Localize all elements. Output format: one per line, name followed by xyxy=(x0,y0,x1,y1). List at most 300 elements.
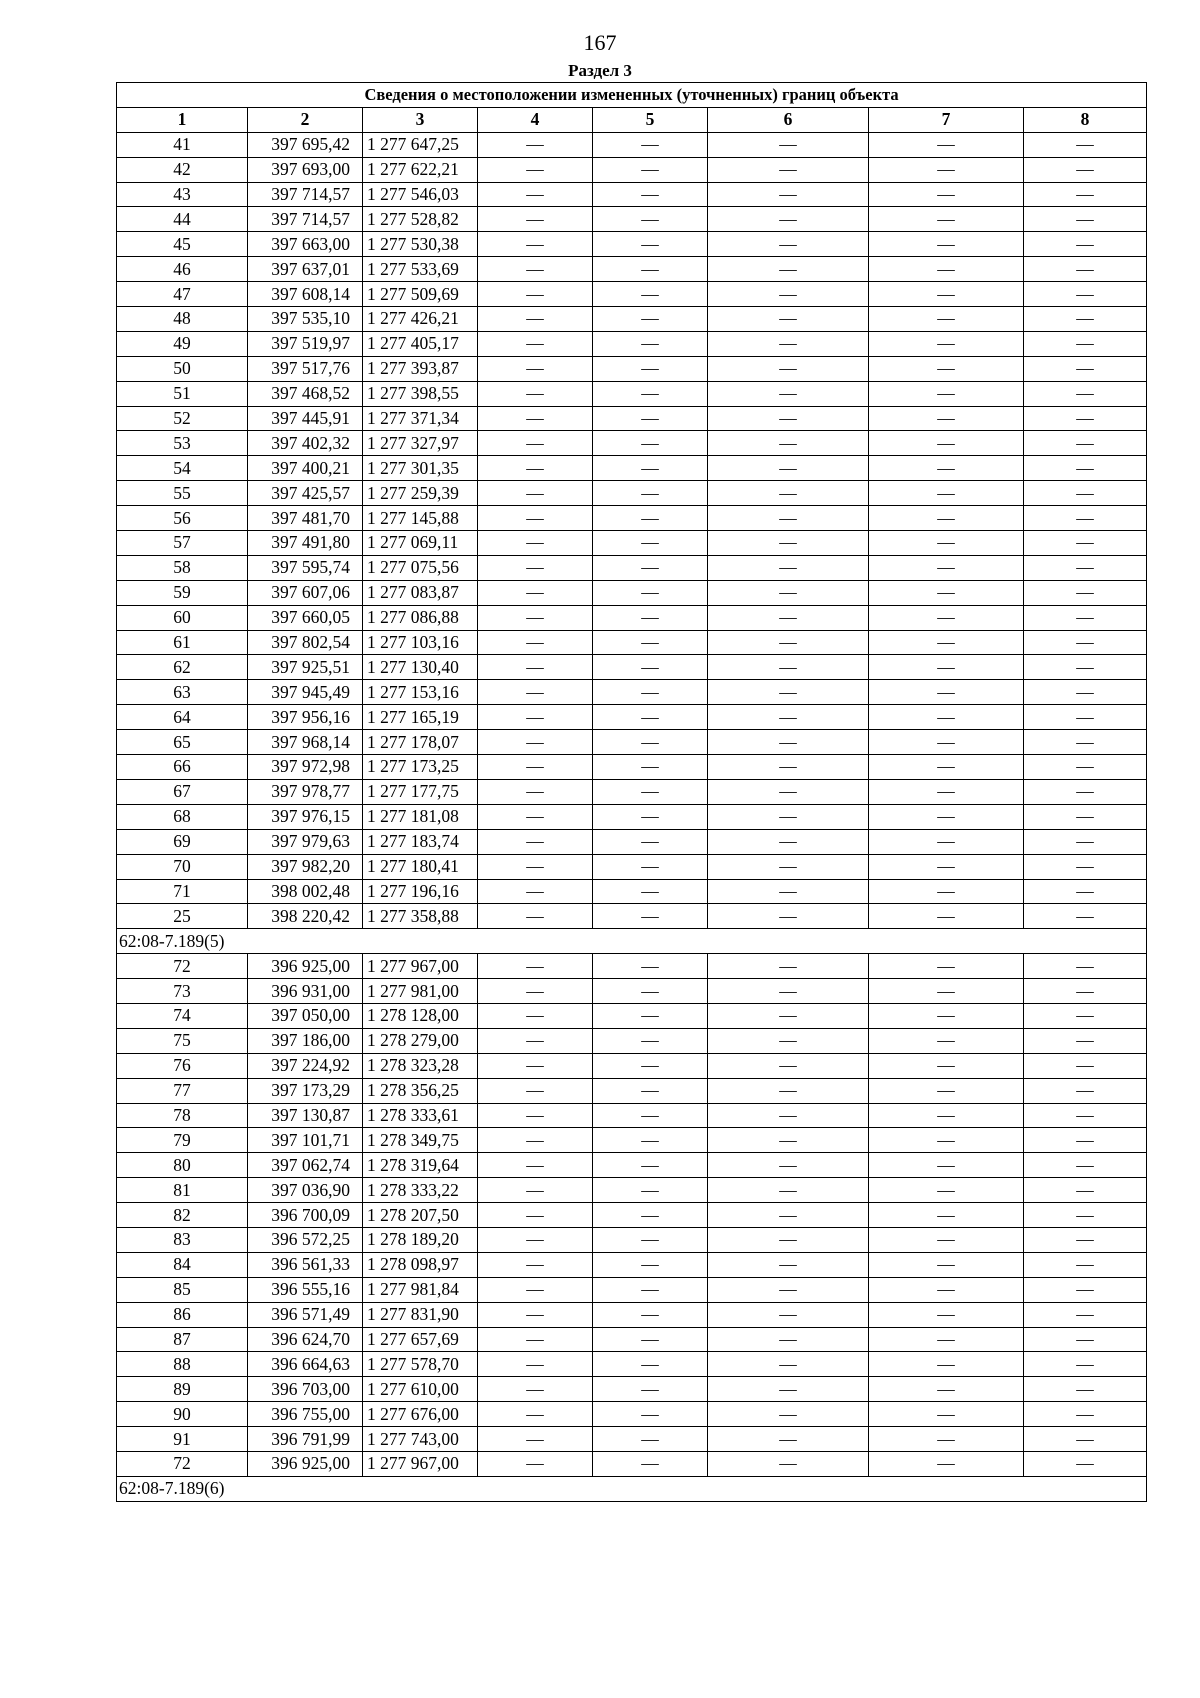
column-header: 1 xyxy=(117,107,248,132)
dash-cell: — xyxy=(593,1451,708,1476)
x-coordinate-cell: 397 663,00 xyxy=(248,232,363,257)
table-row xyxy=(117,506,1147,531)
dash-cell: — xyxy=(1024,157,1147,182)
dash-cell: — xyxy=(1024,779,1147,804)
x-coordinate-cell: 397 173,29 xyxy=(248,1078,363,1103)
x-coordinate-cell: 397 695,42 xyxy=(248,132,363,157)
dash-cell: — xyxy=(1024,904,1147,929)
y-coordinate-cell: 1 278 128,00 xyxy=(363,1003,478,1028)
y-coordinate-cell: 1 277 327,97 xyxy=(363,431,478,456)
table-row xyxy=(117,1203,1147,1228)
y-coordinate-cell: 1 277 981,00 xyxy=(363,979,478,1004)
y-coordinate-cell: 1 277 610,00 xyxy=(363,1377,478,1402)
y-coordinate-cell: 1 277 069,11 xyxy=(363,531,478,556)
dash-cell: — xyxy=(1024,1377,1147,1402)
point-number-cell: 69 xyxy=(117,829,248,854)
dash-cell: — xyxy=(708,1028,869,1053)
dash-cell: — xyxy=(593,232,708,257)
table-row xyxy=(117,1128,1147,1153)
dash-cell: — xyxy=(1024,381,1147,406)
x-coordinate-cell: 397 491,80 xyxy=(248,531,363,556)
dash-cell: — xyxy=(478,506,593,531)
dash-cell: — xyxy=(478,1128,593,1153)
dash-cell: — xyxy=(869,904,1024,929)
dash-cell: — xyxy=(708,1252,869,1277)
dash-cell: — xyxy=(708,705,869,730)
dash-cell: — xyxy=(708,1227,869,1252)
dash-cell: — xyxy=(708,1327,869,1352)
dash-cell: — xyxy=(869,1153,1024,1178)
y-coordinate-cell: 1 277 371,34 xyxy=(363,406,478,431)
y-coordinate-cell: 1 277 358,88 xyxy=(363,904,478,929)
y-coordinate-cell: 1 277 981,84 xyxy=(363,1277,478,1302)
dash-cell: — xyxy=(593,580,708,605)
y-coordinate-cell: 1 278 319,64 xyxy=(363,1153,478,1178)
dash-cell: — xyxy=(478,655,593,680)
y-coordinate-cell: 1 277 086,88 xyxy=(363,605,478,630)
table-row xyxy=(117,481,1147,506)
dash-cell: — xyxy=(708,804,869,829)
y-coordinate-cell: 1 277 967,00 xyxy=(363,954,478,979)
table-row xyxy=(117,307,1147,332)
dash-cell: — xyxy=(708,506,869,531)
x-coordinate-cell: 397 402,32 xyxy=(248,431,363,456)
table-row xyxy=(117,1277,1147,1302)
dash-cell: — xyxy=(869,804,1024,829)
dash-cell: — xyxy=(593,705,708,730)
y-coordinate-cell: 1 278 333,61 xyxy=(363,1103,478,1128)
dash-cell: — xyxy=(708,580,869,605)
table-row xyxy=(117,331,1147,356)
dash-cell: — xyxy=(478,1078,593,1103)
point-number-cell: 72 xyxy=(117,954,248,979)
x-coordinate-cell: 397 925,51 xyxy=(248,655,363,680)
x-coordinate-cell: 397 050,00 xyxy=(248,1003,363,1028)
dash-cell: — xyxy=(478,1451,593,1476)
point-number-cell: 72 xyxy=(117,1451,248,1476)
point-number-cell: 49 xyxy=(117,331,248,356)
point-number-cell: 81 xyxy=(117,1178,248,1203)
y-coordinate-cell: 1 277 153,16 xyxy=(363,680,478,705)
dash-cell: — xyxy=(478,1402,593,1427)
x-coordinate-cell: 397 400,21 xyxy=(248,456,363,481)
dash-cell: — xyxy=(869,307,1024,332)
dash-cell: — xyxy=(1024,1451,1147,1476)
dash-cell: — xyxy=(478,406,593,431)
dash-cell: — xyxy=(869,630,1024,655)
dash-cell: — xyxy=(478,1178,593,1203)
table-row xyxy=(117,257,1147,282)
table-row xyxy=(117,1252,1147,1277)
x-coordinate-cell: 397 481,70 xyxy=(248,506,363,531)
y-coordinate-cell: 1 277 130,40 xyxy=(363,655,478,680)
dash-cell: — xyxy=(708,1277,869,1302)
dash-cell: — xyxy=(708,680,869,705)
dash-cell: — xyxy=(478,829,593,854)
point-number-cell: 54 xyxy=(117,456,248,481)
x-coordinate-cell: 397 979,63 xyxy=(248,829,363,854)
dash-cell: — xyxy=(708,1203,869,1228)
dash-cell: — xyxy=(869,730,1024,755)
dash-cell: — xyxy=(1024,1028,1147,1053)
table-row xyxy=(117,705,1147,730)
dash-cell: — xyxy=(708,630,869,655)
table-row xyxy=(117,1003,1147,1028)
point-number-cell: 73 xyxy=(117,979,248,1004)
table-row xyxy=(117,531,1147,556)
dash-cell: — xyxy=(708,182,869,207)
dash-cell: — xyxy=(1024,282,1147,307)
dash-cell: — xyxy=(869,331,1024,356)
dash-cell: — xyxy=(1024,1327,1147,1352)
x-coordinate-cell: 397 468,52 xyxy=(248,381,363,406)
point-number-cell: 47 xyxy=(117,282,248,307)
dash-cell: — xyxy=(869,1302,1024,1327)
dash-cell: — xyxy=(478,1252,593,1277)
dash-cell: — xyxy=(869,1252,1024,1277)
y-coordinate-cell: 1 278 356,25 xyxy=(363,1078,478,1103)
dash-cell: — xyxy=(869,1327,1024,1352)
x-coordinate-cell: 396 755,00 xyxy=(248,1402,363,1427)
dash-cell: — xyxy=(1024,1277,1147,1302)
point-number-cell: 67 xyxy=(117,779,248,804)
header-row xyxy=(117,107,1147,132)
dash-cell: — xyxy=(593,1377,708,1402)
dash-cell: — xyxy=(708,282,869,307)
x-coordinate-cell: 398 002,48 xyxy=(248,879,363,904)
dash-cell: — xyxy=(478,331,593,356)
y-coordinate-cell: 1 278 349,75 xyxy=(363,1128,478,1153)
y-coordinate-cell: 1 277 831,90 xyxy=(363,1302,478,1327)
point-number-cell: 55 xyxy=(117,481,248,506)
dash-cell: — xyxy=(708,1003,869,1028)
dash-cell: — xyxy=(708,406,869,431)
dash-cell: — xyxy=(593,755,708,780)
dash-cell: — xyxy=(708,655,869,680)
dash-cell: — xyxy=(869,157,1024,182)
dash-cell: — xyxy=(593,904,708,929)
dash-cell: — xyxy=(708,1427,869,1452)
point-number-cell: 88 xyxy=(117,1352,248,1377)
dash-cell: — xyxy=(1024,1227,1147,1252)
dash-cell: — xyxy=(869,954,1024,979)
dash-cell: — xyxy=(708,207,869,232)
point-number-cell: 91 xyxy=(117,1427,248,1452)
y-coordinate-cell: 1 277 676,00 xyxy=(363,1402,478,1427)
x-coordinate-cell: 397 714,57 xyxy=(248,207,363,232)
dash-cell: — xyxy=(478,282,593,307)
point-number-cell: 58 xyxy=(117,555,248,580)
dash-cell: — xyxy=(869,506,1024,531)
x-coordinate-cell: 397 036,90 xyxy=(248,1178,363,1203)
dash-cell: — xyxy=(1024,1103,1147,1128)
dash-cell: — xyxy=(1024,132,1147,157)
x-coordinate-cell: 397 802,54 xyxy=(248,630,363,655)
dash-cell: — xyxy=(593,431,708,456)
y-coordinate-cell: 1 277 301,35 xyxy=(363,456,478,481)
dash-cell: — xyxy=(593,531,708,556)
dash-cell: — xyxy=(478,1203,593,1228)
dash-cell: — xyxy=(478,954,593,979)
dash-cell: — xyxy=(478,979,593,1004)
column-header: 3 xyxy=(363,107,478,132)
point-number-cell: 64 xyxy=(117,705,248,730)
dash-cell: — xyxy=(869,1078,1024,1103)
dash-cell: — xyxy=(708,829,869,854)
point-number-cell: 43 xyxy=(117,182,248,207)
dash-cell: — xyxy=(1024,1302,1147,1327)
point-number-cell: 76 xyxy=(117,1053,248,1078)
dash-cell: — xyxy=(869,257,1024,282)
x-coordinate-cell: 397 693,00 xyxy=(248,157,363,182)
dash-cell: — xyxy=(478,381,593,406)
dash-cell: — xyxy=(869,132,1024,157)
y-coordinate-cell: 1 277 103,16 xyxy=(363,630,478,655)
dash-cell: — xyxy=(869,1028,1024,1053)
dash-cell: — xyxy=(708,356,869,381)
dash-cell: — xyxy=(869,531,1024,556)
dash-cell: — xyxy=(869,1178,1024,1203)
dash-cell: — xyxy=(478,730,593,755)
dash-cell: — xyxy=(1024,1178,1147,1203)
dash-cell: — xyxy=(1024,356,1147,381)
table-caption: Сведения о местоположении измененных (уточненных) границ объекта xyxy=(117,83,1147,108)
subsection-row xyxy=(117,1476,1147,1501)
dash-cell: — xyxy=(869,555,1024,580)
dash-cell: — xyxy=(478,132,593,157)
dash-cell: — xyxy=(708,954,869,979)
dash-cell: — xyxy=(593,157,708,182)
table-row xyxy=(117,904,1147,929)
x-coordinate-cell: 397 608,14 xyxy=(248,282,363,307)
x-coordinate-cell: 396 624,70 xyxy=(248,1327,363,1352)
y-coordinate-cell: 1 278 189,20 xyxy=(363,1227,478,1252)
x-coordinate-cell: 397 637,01 xyxy=(248,257,363,282)
dash-cell: — xyxy=(478,1003,593,1028)
dash-cell: — xyxy=(708,1178,869,1203)
x-coordinate-cell: 397 660,05 xyxy=(248,605,363,630)
y-coordinate-cell: 1 277 622,21 xyxy=(363,157,478,182)
dash-cell: — xyxy=(593,1427,708,1452)
x-coordinate-cell: 396 703,00 xyxy=(248,1377,363,1402)
y-coordinate-cell: 1 277 405,17 xyxy=(363,331,478,356)
table-row xyxy=(117,755,1147,780)
point-number-cell: 87 xyxy=(117,1327,248,1352)
x-coordinate-cell: 397 535,10 xyxy=(248,307,363,332)
dash-cell: — xyxy=(478,307,593,332)
y-coordinate-cell: 1 277 083,87 xyxy=(363,580,478,605)
dash-cell: — xyxy=(478,605,593,630)
y-coordinate-cell: 1 277 528,82 xyxy=(363,207,478,232)
x-coordinate-cell: 396 572,25 xyxy=(248,1227,363,1252)
y-coordinate-cell: 1 278 323,28 xyxy=(363,1053,478,1078)
dash-cell: — xyxy=(869,655,1024,680)
dash-cell: — xyxy=(708,730,869,755)
y-coordinate-cell: 1 277 743,00 xyxy=(363,1427,478,1452)
point-number-cell: 78 xyxy=(117,1103,248,1128)
dash-cell: — xyxy=(593,779,708,804)
dash-cell: — xyxy=(708,1128,869,1153)
point-number-cell: 42 xyxy=(117,157,248,182)
dash-cell: — xyxy=(708,555,869,580)
x-coordinate-cell: 398 220,42 xyxy=(248,904,363,929)
dash-cell: — xyxy=(1024,307,1147,332)
dash-cell: — xyxy=(1024,705,1147,730)
dash-cell: — xyxy=(593,555,708,580)
table-row xyxy=(117,232,1147,257)
dash-cell: — xyxy=(708,132,869,157)
table-row xyxy=(117,630,1147,655)
x-coordinate-cell: 397 101,71 xyxy=(248,1128,363,1153)
table-row xyxy=(117,580,1147,605)
dash-cell: — xyxy=(478,705,593,730)
x-coordinate-cell: 397 607,06 xyxy=(248,580,363,605)
dash-cell: — xyxy=(1024,1427,1147,1452)
table-row xyxy=(117,1402,1147,1427)
dash-cell: — xyxy=(869,456,1024,481)
point-number-cell: 75 xyxy=(117,1028,248,1053)
table-row xyxy=(117,431,1147,456)
table-row xyxy=(117,555,1147,580)
table-row xyxy=(117,1178,1147,1203)
table-row xyxy=(117,804,1147,829)
dash-cell: — xyxy=(708,456,869,481)
dash-cell: — xyxy=(708,1451,869,1476)
point-number-cell: 44 xyxy=(117,207,248,232)
dash-cell: — xyxy=(869,1427,1024,1452)
point-number-cell: 57 xyxy=(117,531,248,556)
table-row xyxy=(117,1028,1147,1053)
dash-cell: — xyxy=(593,1128,708,1153)
dash-cell: — xyxy=(869,854,1024,879)
column-header: 5 xyxy=(593,107,708,132)
dash-cell: — xyxy=(708,1302,869,1327)
dash-cell: — xyxy=(708,232,869,257)
dash-cell: — xyxy=(593,854,708,879)
dash-cell: — xyxy=(708,854,869,879)
table-row xyxy=(117,157,1147,182)
dash-cell: — xyxy=(593,1402,708,1427)
dash-cell: — xyxy=(478,531,593,556)
dash-cell: — xyxy=(478,1327,593,1352)
dash-cell: — xyxy=(1024,1078,1147,1103)
table-row xyxy=(117,1227,1147,1252)
dash-cell: — xyxy=(478,904,593,929)
dash-cell: — xyxy=(593,506,708,531)
dash-cell: — xyxy=(869,829,1024,854)
x-coordinate-cell: 396 571,49 xyxy=(248,1302,363,1327)
dash-cell: — xyxy=(478,680,593,705)
y-coordinate-cell: 1 277 178,07 xyxy=(363,730,478,755)
y-coordinate-cell: 1 277 546,03 xyxy=(363,182,478,207)
dash-cell: — xyxy=(869,605,1024,630)
dash-cell: — xyxy=(593,1153,708,1178)
dash-cell: — xyxy=(478,207,593,232)
dash-cell: — xyxy=(593,1078,708,1103)
table-row xyxy=(117,1153,1147,1178)
table-row xyxy=(117,1451,1147,1476)
table-row xyxy=(117,1103,1147,1128)
dash-cell: — xyxy=(708,1402,869,1427)
dash-cell: — xyxy=(593,1003,708,1028)
table-row xyxy=(117,182,1147,207)
x-coordinate-cell: 397 517,76 xyxy=(248,356,363,381)
point-number-cell: 68 xyxy=(117,804,248,829)
dash-cell: — xyxy=(593,331,708,356)
table-row xyxy=(117,1053,1147,1078)
dash-cell: — xyxy=(593,1227,708,1252)
dash-cell: — xyxy=(1024,1402,1147,1427)
dash-cell: — xyxy=(593,381,708,406)
dash-cell: — xyxy=(1024,207,1147,232)
dash-cell: — xyxy=(869,680,1024,705)
point-number-cell: 62 xyxy=(117,655,248,680)
dash-cell: — xyxy=(593,655,708,680)
coordinates-table xyxy=(116,82,1147,1502)
dash-cell: — xyxy=(708,1377,869,1402)
y-coordinate-cell: 1 278 098,97 xyxy=(363,1252,478,1277)
table-row xyxy=(117,979,1147,1004)
x-coordinate-cell: 397 945,49 xyxy=(248,680,363,705)
dash-cell: — xyxy=(593,456,708,481)
x-coordinate-cell: 397 062,74 xyxy=(248,1153,363,1178)
dash-cell: — xyxy=(869,979,1024,1004)
dash-cell: — xyxy=(1024,331,1147,356)
point-number-cell: 86 xyxy=(117,1302,248,1327)
dash-cell: — xyxy=(869,381,1024,406)
dash-cell: — xyxy=(708,257,869,282)
dash-cell: — xyxy=(708,779,869,804)
point-number-cell: 52 xyxy=(117,406,248,431)
y-coordinate-cell: 1 277 578,70 xyxy=(363,1352,478,1377)
dash-cell: — xyxy=(1024,257,1147,282)
dash-cell: — xyxy=(1024,829,1147,854)
y-coordinate-cell: 1 277 259,39 xyxy=(363,481,478,506)
dash-cell: — xyxy=(478,630,593,655)
section-title: Раздел 3 xyxy=(568,61,632,80)
dash-cell: — xyxy=(869,232,1024,257)
dash-cell: — xyxy=(869,1053,1024,1078)
dash-cell: — xyxy=(1024,1053,1147,1078)
dash-cell: — xyxy=(478,1377,593,1402)
dash-cell: — xyxy=(593,282,708,307)
table-row xyxy=(117,132,1147,157)
dash-cell: — xyxy=(708,157,869,182)
x-coordinate-cell: 397 978,77 xyxy=(248,779,363,804)
dash-cell: — xyxy=(1024,1252,1147,1277)
dash-cell: — xyxy=(478,804,593,829)
point-number-cell: 66 xyxy=(117,755,248,780)
point-number-cell: 41 xyxy=(117,132,248,157)
y-coordinate-cell: 1 277 533,69 xyxy=(363,257,478,282)
dash-cell: — xyxy=(478,356,593,381)
dash-cell: — xyxy=(1024,630,1147,655)
dash-cell: — xyxy=(1024,1153,1147,1178)
dash-cell: — xyxy=(593,1178,708,1203)
y-coordinate-cell: 1 277 180,41 xyxy=(363,854,478,879)
x-coordinate-cell: 397 982,20 xyxy=(248,854,363,879)
column-header: 8 xyxy=(1024,107,1147,132)
dash-cell: — xyxy=(869,580,1024,605)
point-number-cell: 77 xyxy=(117,1078,248,1103)
dash-cell: — xyxy=(478,1227,593,1252)
dash-cell: — xyxy=(593,481,708,506)
table-row xyxy=(117,730,1147,755)
dash-cell: — xyxy=(869,282,1024,307)
dash-cell: — xyxy=(593,356,708,381)
dash-cell: — xyxy=(1024,655,1147,680)
point-number-cell: 65 xyxy=(117,730,248,755)
